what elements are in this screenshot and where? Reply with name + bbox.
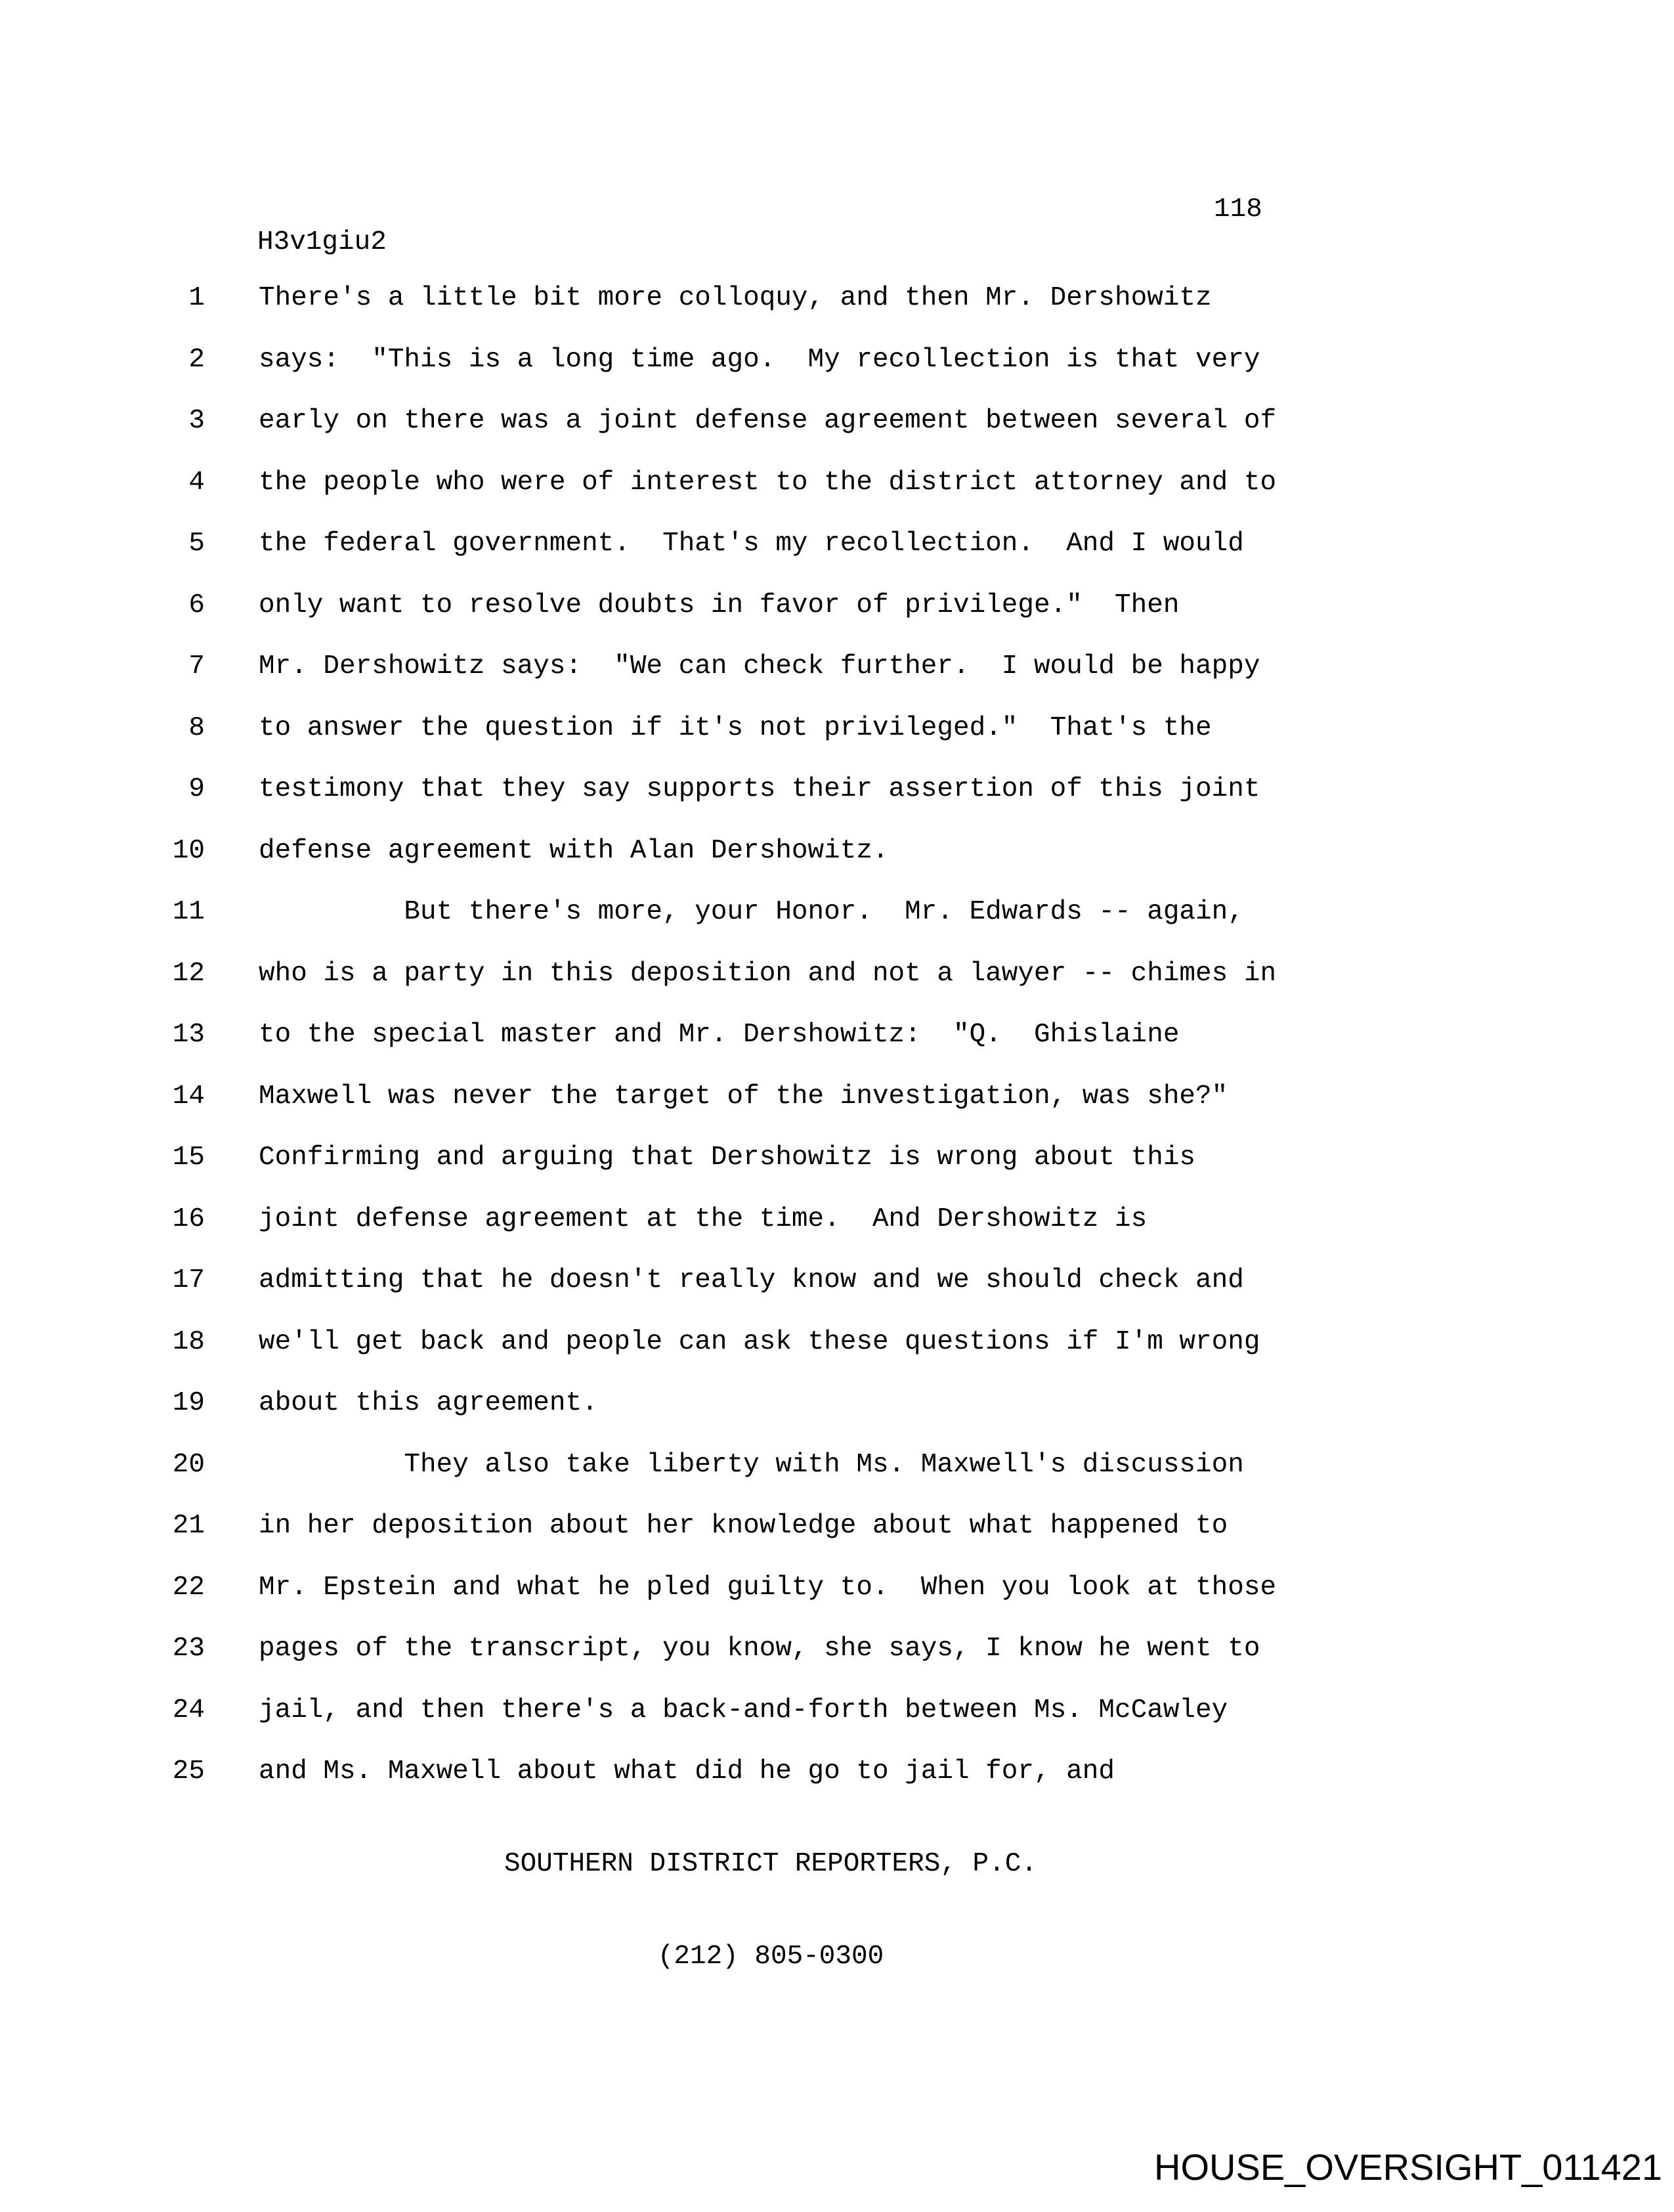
transcript-line (0, 1127, 1674, 1189)
line-number: 13 (172, 1020, 205, 1050)
line-text: pages of the transcript, you know, she says, I know he went to (259, 1634, 1260, 1664)
line-number: 2 (188, 344, 205, 375)
transcript-line (0, 1680, 1674, 1742)
transcript-line (0, 575, 1674, 637)
line-number: 9 (188, 774, 205, 804)
transcript-line (0, 1005, 1674, 1066)
line-text: Mr. Epstein and what he pled guilty to. When you look at those (259, 1572, 1277, 1603)
line-text: who is a party in this deposition and not a lawyer -- chimes in (259, 958, 1277, 989)
line-text: only want to resolve doubts in favor of privilege." Then (259, 590, 1180, 620)
line-text: early on there was a joint defense agreement between several of (259, 406, 1277, 436)
line-text: Mr. Dershowitz says: "We can check further. I would be happy (259, 651, 1260, 682)
transcript-line (0, 698, 1674, 760)
line-text: the federal government. That's my recollection. And I would (259, 529, 1244, 559)
reporter-footer (259, 1787, 1283, 2034)
line-number: 3 (188, 406, 205, 436)
line-number: 15 (172, 1142, 205, 1173)
line-number: 25 (172, 1756, 205, 1787)
transcript-line (0, 882, 1674, 943)
line-number: 18 (172, 1326, 205, 1357)
line-text: testimony that they say supports their assertion of this joint (259, 774, 1260, 804)
line-text: says: "This is a long time ago. My recollection is that very (259, 344, 1260, 375)
line-number: 20 (172, 1449, 205, 1480)
transcript-line (0, 1066, 1674, 1128)
transcript-line (0, 1189, 1674, 1251)
line-text: about this agreement. (259, 1388, 598, 1418)
reporter-phone: (212) 805-0300 (657, 1941, 884, 1972)
line-text: joint defense agreement at the time. And Dershowitz is (259, 1204, 1148, 1234)
line-text: in her deposition about her knowledge about what happened to (259, 1511, 1228, 1541)
transcript-line (0, 1618, 1674, 1680)
line-number: 23 (172, 1634, 205, 1664)
line-number: 19 (172, 1388, 205, 1418)
line-number: 14 (172, 1081, 205, 1112)
line-number: 12 (172, 958, 205, 989)
transcript-line (0, 821, 1674, 882)
transcript-line (0, 1373, 1674, 1435)
transcript-line (0, 1557, 1674, 1619)
transcript-line (0, 636, 1674, 698)
line-text: Maxwell was never the target of the investigation, was she?" (259, 1081, 1228, 1112)
line-text: Confirming and arguing that Dershowitz is wrong about this (259, 1142, 1196, 1173)
transcript-line (0, 1250, 1674, 1312)
line-number: 7 (188, 651, 205, 682)
line-text: jail, and then there's a back-and-forth between Ms. McCawley (259, 1695, 1228, 1725)
transcript-line (0, 1312, 1674, 1374)
line-number: 21 (172, 1511, 205, 1541)
bates-stamp: HOUSE_OVERSIGHT_011421 (1154, 2146, 1662, 2188)
line-number: 10 (172, 835, 205, 866)
line-number: 17 (172, 1265, 205, 1295)
line-text: There's a little bit more colloquy, and then Mr. Dershowitz (259, 283, 1212, 313)
transcript-id: H3v1giu2 (257, 227, 387, 257)
line-number: 16 (172, 1204, 205, 1234)
transcript-line (0, 330, 1674, 391)
transcript-line (0, 1496, 1674, 1557)
line-text: to the special master and Mr. Dershowitz: "Q. Ghislaine (259, 1020, 1180, 1050)
line-number: 4 (188, 467, 205, 498)
transcript-line (0, 513, 1674, 575)
line-text: admitting that he doesn't really know and we should check and (259, 1265, 1244, 1295)
line-number: 5 (188, 529, 205, 559)
line-number: 6 (188, 590, 205, 620)
reporter-name: SOUTHERN DISTRICT REPORTERS, P.C. (504, 1849, 1037, 1879)
transcript-line (0, 943, 1674, 1005)
line-text: to answer the question if it's not privileged." That's the (259, 712, 1212, 743)
transcript-line (0, 268, 1674, 330)
transcript-lines (0, 268, 1674, 1803)
line-text: and Ms. Maxwell about what did he go to jail for, and (259, 1756, 1115, 1787)
transcript-line (0, 391, 1674, 452)
line-text: the people who were of interest to the district attorney and to (259, 467, 1277, 498)
line-number: 1 (188, 283, 205, 313)
line-text: defense agreement with Alan Dershowitz. (259, 835, 889, 866)
line-number: 11 (172, 897, 205, 927)
line-number: 24 (172, 1695, 205, 1725)
line-text: But there's more, your Honor. Mr. Edwards -- again, (259, 897, 1244, 927)
line-number: 8 (188, 712, 205, 743)
line-text: They also take liberty with Ms. Maxwell's discussion (259, 1449, 1244, 1480)
transcript-line (0, 452, 1674, 514)
line-number: 22 (172, 1572, 205, 1603)
transcript-line (0, 759, 1674, 821)
transcript-line (0, 1435, 1674, 1496)
line-text: we'll get back and people can ask these questions if I'm wrong (259, 1326, 1260, 1357)
page-number: 118 (1214, 194, 1262, 225)
